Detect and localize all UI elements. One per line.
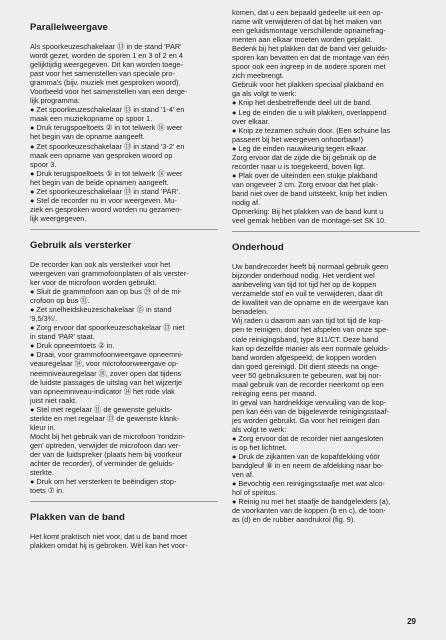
paragraph-parallelweergave: Als spoorkeuzeschakelaar ⑬ in de stand 'PAR' wordt gezet, worden de sporen 1 en 3 of 2 en 4 gelijktijdig weergegeven. Dit kan worden toege- past voor het samenstellen van speciale pro- gramma's (bijv. muziek met gesproken woord). Voorbeeld voor het samenstellen van een derge- lijk programma: ● Zet spoorkeuzeschakelaar ⑬ in stand '1-4' en maak een muziekopname op spoor 1. ● Druk terugspoeltoets ② in tot telwerk ⑯ weer het begin van de opname aangeeft. ● Zet spoorkeuzeschakelaar ⑬ in stand '3-2' en maak een opname van gesproken woord op spoor 3. ● Druk terugspoeltoets ⑤ in tot telwerk ⑯ weer het begin van de beide opnamen aangeeft. ● Zet spoorkeuzeschakelaar ⑬ in stand 'PAR'. ● Stel de recorder nu in voor weergeven. Mu- ziek en gesproken woord worden nu gezamen- lijk weergegeven.: [30, 42, 188, 223]
paragraph-plakken-continued: komen, dat u een bepaald gedeelte uit een op- name wilt verwijderen of dat bij het maken van een geluidsmontage verschillende opnamefrag- menten aan elkaar moeten worden geplakt. Bedenk bij het plakken dat de band vier geluids- sporen kan bevatten en dat de montage van één spoor ook een ingreep in de andere sporen met zich meebrengt. Gebruik voor het plakken speciaal plakband en ga als volgt te werk: ● Knip het desbetreffende deel uit de band. ● Leg de einden die u wilt plakken, overlappend over elkaar. ● Knip ze tezamen schuin door. (Een schuine las passeert bij het weergeven onhoorbaar!) ● Leg de einden nauwkeurig tegen elkaar. Zorg ervoor dat de zijde die bij gebruik op de recorder naar u is toegekeerd, boven ligt. ● Plak over de uiteinden een stukje plakband van ongeveer 2 cm. Zorg ervoor dat het plak- band niet over de band uitsteekt, knip het indien nodig af. Opmerking: Bij het plakken van de band kunt u veel gemak hebben van de montage-set SK 10.: [232, 8, 391, 226]
section-divider: [232, 231, 420, 232]
section-divider: [30, 501, 218, 502]
section-divider: [30, 229, 218, 230]
paragraph-onderhoud: Uw bandrecorder heeft bij normaal gebruik geen bijzonder onderhoud nodig. Het verdient wel aanbeveling van tijd tot tijd het op de koppen verzamelde stof en vuil te verwijderen, daar dit de kwaliteit van de opname en de weergave kan benadelen. Wij raden u daarom aan van tijd tot tijd de kop- pen te reinigen, door het afspelen van onze spe- ciale reinigingsband, type 811/CT. Deze band kan op dezelfde manier als een normale geluids- band worden afgespeeld; de koppen worden dan goed gereinigd. Dit dient steeds na onge- veer 50 gebruiksuren te gebeuren, wat bij nor- maal gebruik van de recorder neerkomt op een reiniging eens per maand. In geval van hardnekkige vervuiling van de kop- pen kan één van de bijgeleverde reinigingsstaaf- jes worden gebruikt. Ga voor het reinigen dan als volgt te werk: ● Zorg ervoor dat de recorder niet aangesloten is op het lichtnet. ● Druk de zijkanten van de kopafdekking vóór bandgleuf ⑧ in en neem de afdekking naar bo- ven af. ● Bevochtig een reinigingsstaafje met wat alco- hol of spiritus. ● Reinig nu met het staafje de bandgeleiders (a), de voorkanten van de koppen (b en c), de toon- as (d) en de rubber aandrukrol (fig. 9).: [232, 262, 391, 525]
paragraph-versterker: De recorder kan ook als versterker voor het weergeven van grammofoonplaten of als verster- ker voor de microfoon worden gebruikt. ● Sluit de grammofoon aan op bus ㉙ of de mi- crofoon op bus ㉛. ● Zet snelheidskeuzeschakelaar ⑮ in stand '9,5/3¾'. ● Zorg ervoor dat spoorkeuzeschakelaar ⑬ niet in stand 'PAR' staat. ● Druk opneemtoets ② in. ● Draai, voor grammofoonweergave opneemni- veauregelaar ⑭, voor microfoonweergave op- neemniveauregelaar ⑱, zover open dat tijdens de luidste passages de uitslag van het wijzertje van opneemniveau-indicator ⑭ het rode vlak juist niet raakt. ● Stel met regelaar ⑪ de gewenste geluids- sterkte en met regelaar ⑬ de gewenste klank- kleur in. Mocht bij het gebruik van de microfoon 'rondzin- gen' optreden, verwijder de microfoon dan ver- der van de luidspreker (plaats hem bij voorkeur achter de recorder), of verminder de geluids- sterkte. ● Druk om het versterken te beëindigen stop- toets ⑦ in.: [30, 259, 189, 496]
paragraph-plakken-start: Het komt praktisch niet voor, dat u de band moet plakken omdat hij is gebroken. Wèl kan het voor-: [30, 532, 188, 551]
heading-onderhoud: Onderhoud: [232, 242, 284, 254]
right-column: [232, 8, 420, 524]
heading-gebruik-als-versterker: Gebruik als versterker: [30, 239, 132, 251]
heading-plakken-van-de-band: Plakken van de band: [30, 512, 125, 524]
heading-parallelweergave: Parallelweergave: [30, 22, 108, 33]
left-column: [30, 22, 218, 550]
page-number: 29: [407, 617, 416, 626]
